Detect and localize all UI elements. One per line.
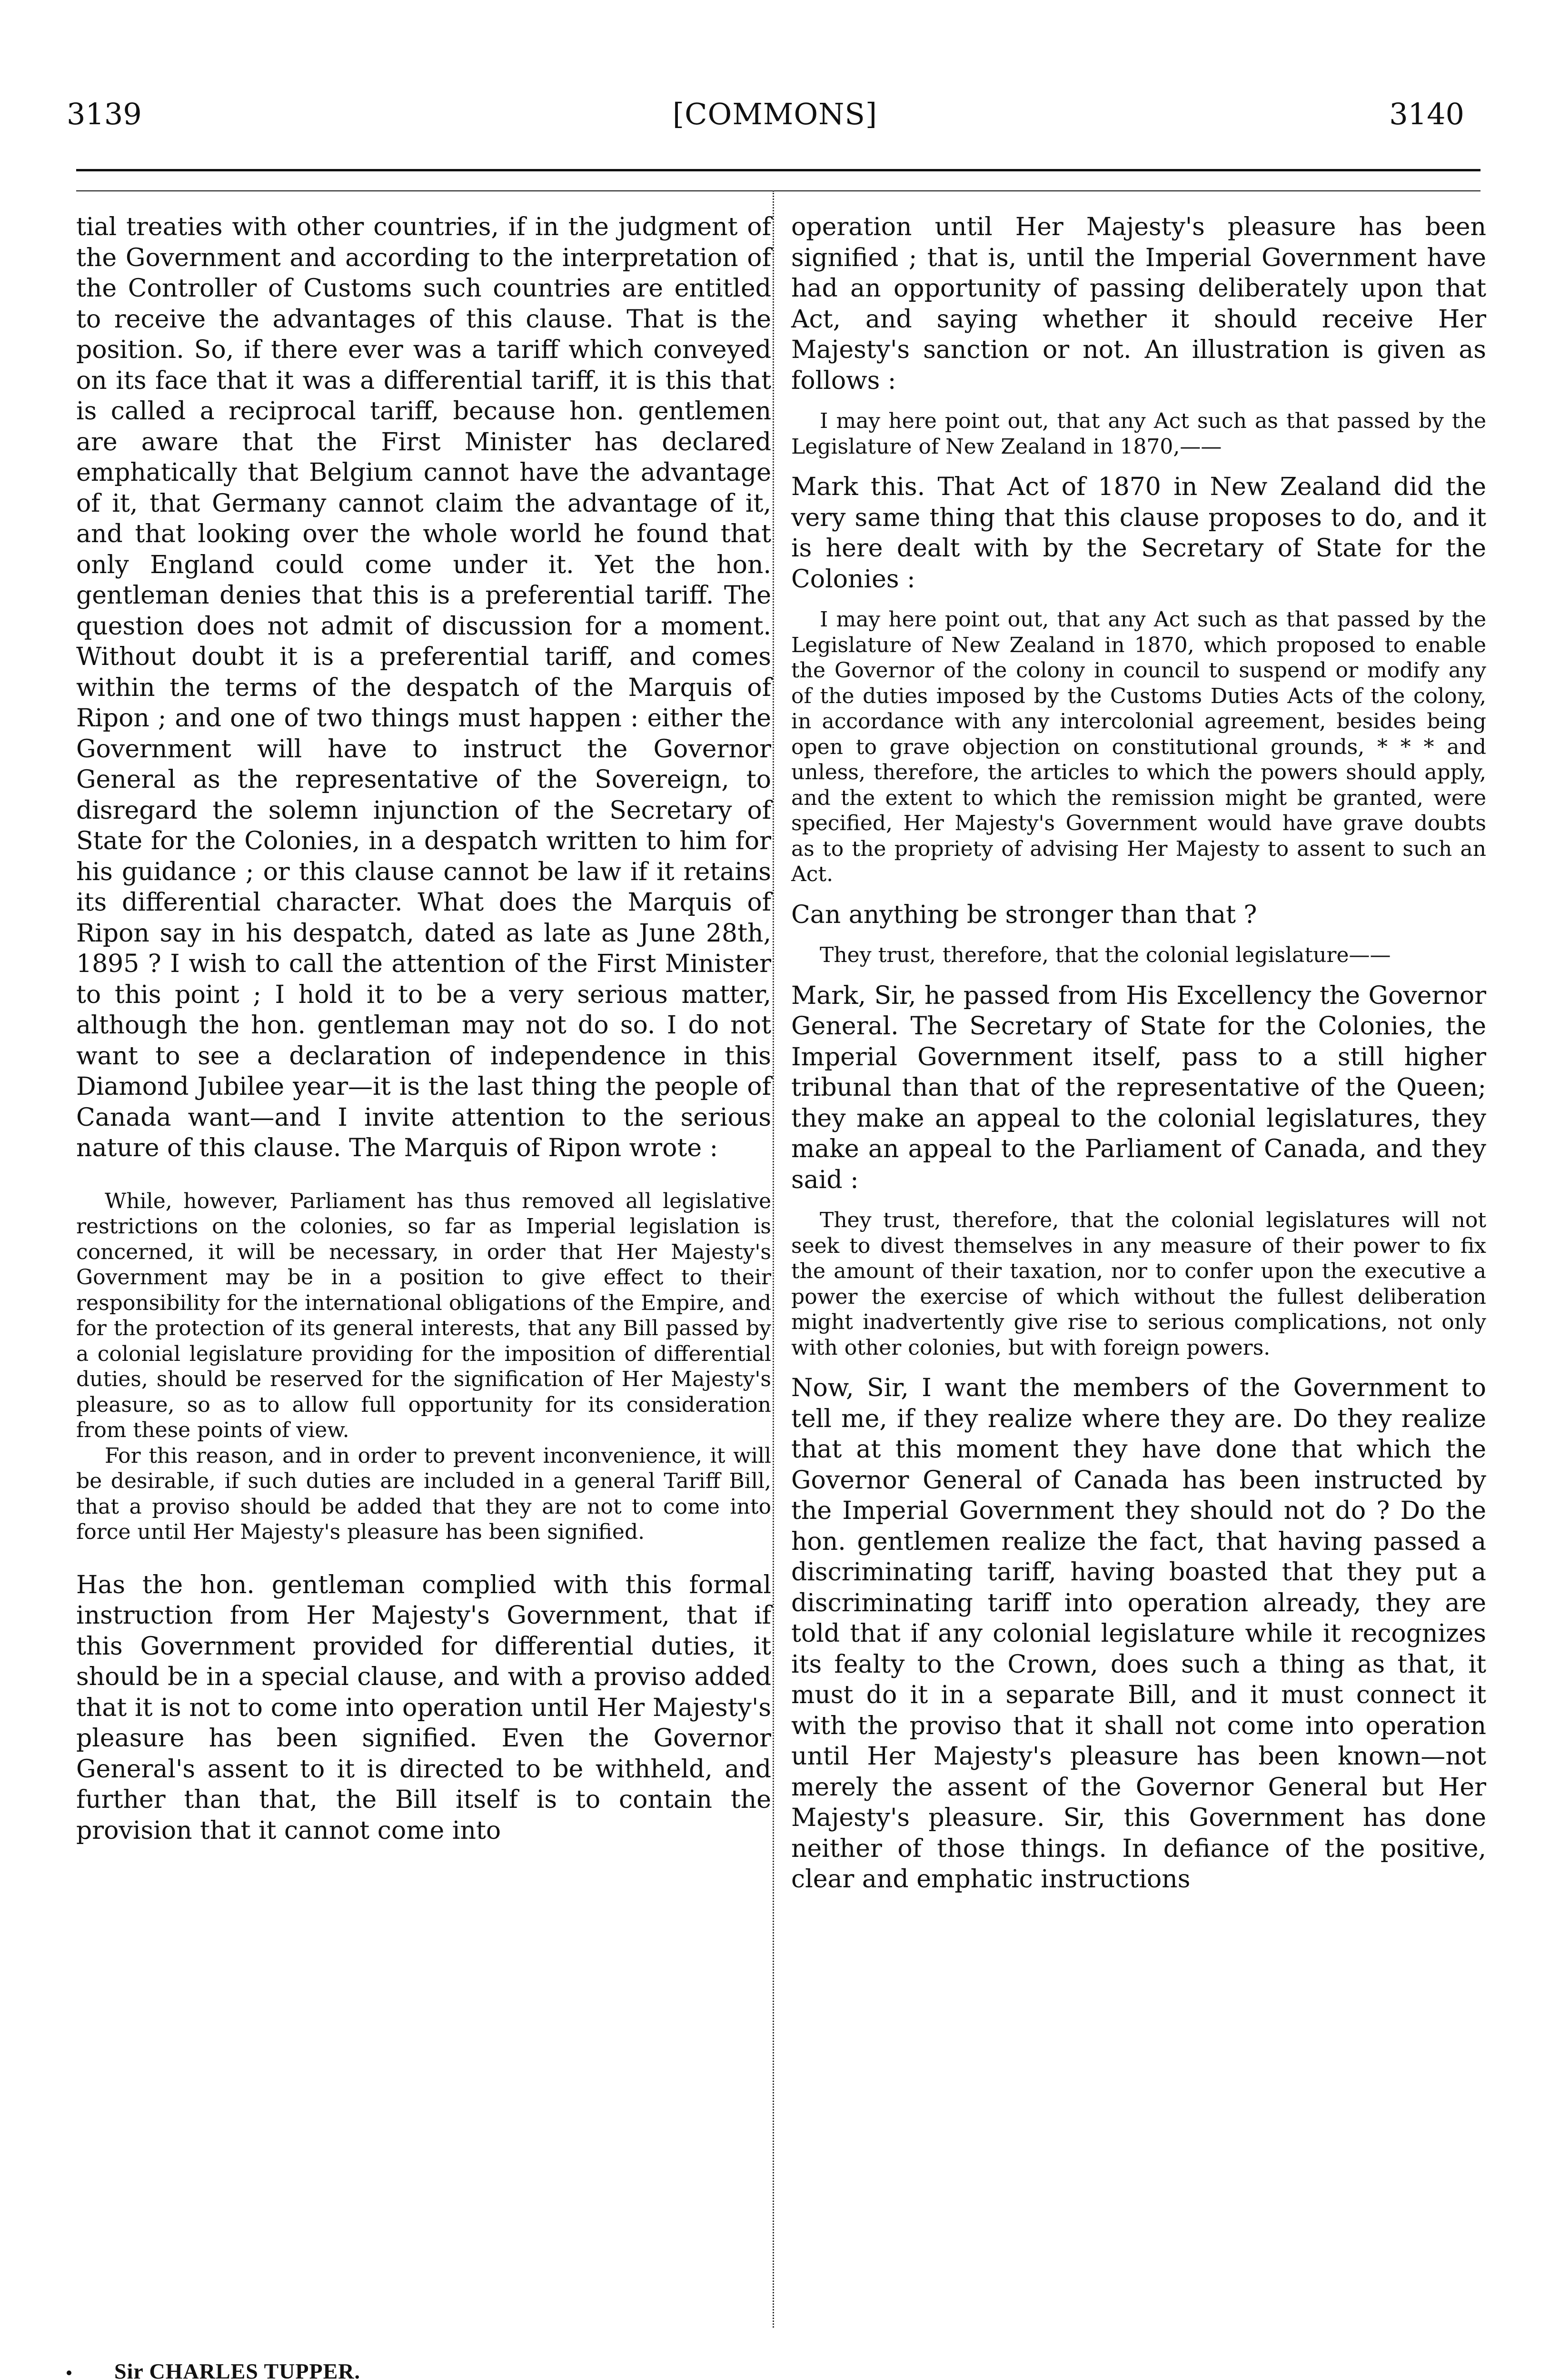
page-number-right: 3140 [1389, 97, 1464, 131]
body-paragraph: Mark, Sir, he passed from His Excellency the Governor General. The Secretary of State for the Colonies, the Imperial Government itself, pass to a still higher tribunal than that of the representative of the Queen; they make an appeal to the colonial legislatures, they make an appeal to the Parliament of Canada, and they said : [791, 981, 1486, 1194]
quoted-despatch: They trust, therefore, that the colonial legislature—— [820, 943, 1391, 967]
left-column [76, 212, 771, 1846]
page-title: [COMMONS] [672, 97, 878, 131]
header-rule [76, 169, 1480, 171]
body-paragraph: Now, Sir, I want the members of the Government to tell me, if they realize where they are. Do they realize that at this moment they have done that which the Governor General of Canada has been instructed by the Imperial Government they should not do ? Do the hon. gentlemen realize the fact, that having passed a discriminating tariff, having boasted that they put a discriminating tariff into operation already, they are told that if any colonial legislature while it recognizes its fealty to the Crown, does such a thing as that, it must do it in a separate Bill, and it must connect it with the proviso that it shall not come into operation until Her Majesty's pleasure has been known—not merely the assent of the Governor General but Her Majesty's pleasure. Sir, this Government has done neither of those things. In defiance of the positive, clear and emphatic instructions [791, 1374, 1486, 1894]
body-paragraph: tial treaties with other countries, if in the judgment of the Government and according to the interpretation of the Controller of Customs such countries are entitled to receive the advantages of this clause. That is the position. So, if there ever was a tariff which conveyed on its face that it was a differential tariff, it is this that is called a reciprocal tariff, because hon. gentlemen are aware that the First Minister has declared emphatically that Belgium cannot have the advantage of it, that Germany cannot claim the advantage of it, and that looking over the whole world he found that only England could come under it. Yet the hon. gentleman denies that this is a preferential tariff. The question does not admit of discussion for a moment. Without doubt it is a preferential tariff, and comes within the terms of the despatch of the Marquis of Ripon ; and one of two things must happen : either the Government will have to instruct the Governor General as the representative of the Sovereign, to disregard the solemn injunction of the Secretary of State for the Colonies, in a despatch written to him for his guidance ; or this clause cannot be law if it retains its differential character. What does the Marquis of Ripon say in his despatch, dated as late as June 28th, 1895 ? I wish to call the attention of the First Minister to this point ; I hold it to be a very serious matter, although the hon. gentleman may not do so. I do not want to see a declaration of independence in this Diamond Jubilee year—it is the last thing the people of Canada want—and I invite attention to the serious nature of this clause. The Marquis of Ripon wrote : [76, 213, 771, 1162]
body-paragraph: Mark this. That Act of 1870 in New Zealand did the very same thing that this clause proposes to do, and it is here dealt with by the Secretary of State for the Colonies : [791, 473, 1486, 594]
header-rule-thin [76, 190, 1480, 191]
page-number-left: 3139 [67, 97, 142, 131]
speaker-footer: Sir CHARLES TUPPER. [114, 2359, 361, 2380]
margin-mark [67, 2370, 71, 2375]
quoted-despatch: I may here point out, that any Act such as that passed by the Legislature of New Zealand in 1870, which proposed to enable the Governor of the colony in council to suspend or modify any of the duties imposed by the Customs Duties Acts of the colony, in accordance with any intercolonial agreement, besides being open to grave objection on constitutional grounds, * * * and unless, therefore, the articles to which the powers should apply, and the extent to which the remission might be granted, were specified, Her Majesty's Government would have grave doubts as to the propriety of advising Her Majesty to assent to such an Act. [791, 607, 1486, 886]
quoted-despatch: For this reason, and in order to prevent inconvenience, it will be desirable, if such duties are included in a general Tariff Bill, that a proviso should be added that they are not to come into force until Her Majesty's pleasure has been signified. [76, 1443, 771, 1544]
column-divider [773, 190, 774, 2328]
quoted-despatch: While, however, Parliament has thus removed all legislative restrictions on the colonies, so far as Imperial legislation is concerned, it will be necessary, in order that Her Majesty's Government may be in a position to give effect to their responsibility for the international obligations of the Empire, and for the protection of its general interests, that any Bill passed by a colonial legislature providing for the imposition of differential duties, should be reserved for the signification of Her Majesty's pleasure, so as to allow full opportunity for its consideration from these points of view. [76, 1189, 771, 1442]
quoted-despatch: I may here point out, that any Act such as that passed by the Legislature of New Zealand in 1870,—— [791, 409, 1486, 459]
quoted-despatch: They trust, therefore, that the colonial legislatures will not seek to divest themselves in any measure of their power to fix the amount of their taxation, nor to confer upon the executive a power the exercise of which without the fullest deliberation might inadvertently give rise to serious complications, not only with other colonies, but with foreign powers. [791, 1208, 1486, 1360]
body-paragraph: Can anything be stronger than that ? [791, 900, 1257, 929]
body-paragraph: Has the hon. gentleman complied with this formal instruction from Her Majesty's Government, that if this Government provided for differential duties, it should be in a special clause, and with a proviso added that it is not to come into operation until Her Majesty's pleasure has been signified. Even the Governor General's assent to it is directed to be withheld, and further than that, the Bill itself is to contain the provision that it cannot come into [76, 1570, 771, 1845]
right-column [791, 212, 1486, 1895]
body-paragraph: operation until Her Majesty's pleasure has been signified ; that is, until the Imperial Government have had an opportunity of passing deliberately upon that Act, and saying whether it should receive Her Majesty's sanction or not. An illustration is given as follows : [791, 213, 1486, 395]
